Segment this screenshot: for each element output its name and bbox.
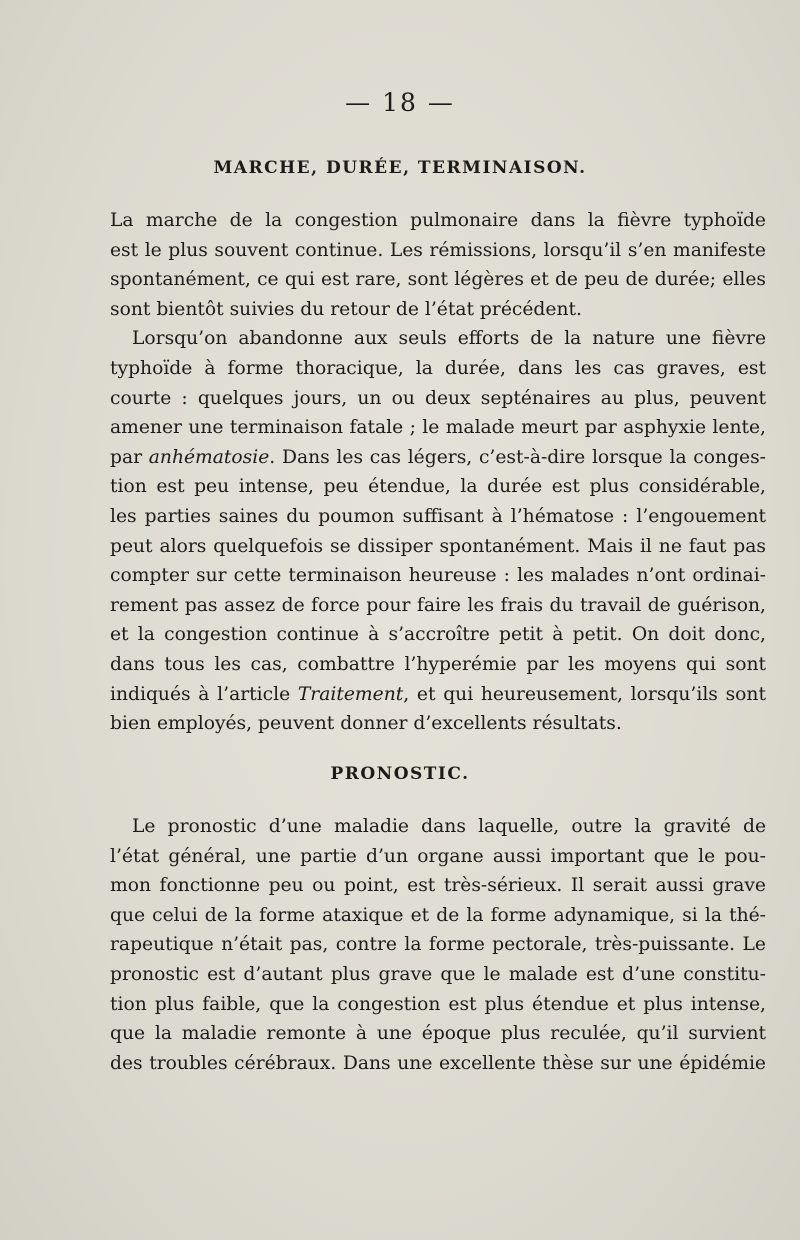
paragraph xyxy=(110,324,766,738)
paragraph xyxy=(110,206,766,324)
section-heading-pronostic: PRONOSTIC. xyxy=(330,764,470,784)
paragraph xyxy=(110,812,766,1078)
italic-term: anhématosie xyxy=(148,446,270,468)
text-line: Lorsqu’on abandonne aux seuls efforts de la nature une fièvre xyxy=(132,328,766,350)
text-run: indiqués à l’article xyxy=(110,683,298,705)
text-line: tion plus faible, que la congestion est plus étendue et plus intense, xyxy=(110,993,766,1015)
text-line: et la congestion continue à s’accroître petit à petit. On doit donc, xyxy=(110,624,766,646)
text-line: compter sur cette terminaison heureuse : les malades n’ont ordinai- xyxy=(110,565,766,587)
text-line: La marche de la congestion pulmonaire dans la fièvre typhoïde xyxy=(110,210,766,231)
text-line: spontanément, ce qui est rare, sont légères et de peu de durée; elles xyxy=(110,269,766,291)
page-number: — 18 — xyxy=(345,88,455,117)
text-line: que celui de la forme ataxique et de la forme adynamique, si la thé- xyxy=(110,904,766,926)
text-run: , et qui heureusement, lorsqu’ils sont xyxy=(403,683,766,705)
section-body-pronostic xyxy=(110,812,766,1078)
section-heading-marche: MARCHE, DURÉE, TERMINAISON. xyxy=(213,158,587,178)
text-line xyxy=(110,443,766,473)
text-line: rapeutique n’était pas, contre la forme pectorale, très-puissante. Le xyxy=(110,934,766,956)
text-line xyxy=(110,680,766,710)
text-line: que la maladie remonte à une époque plus reculée, qu’il survient xyxy=(110,1023,766,1045)
text-line: sont bientôt suivies du retour de l’état précédent. xyxy=(110,298,582,320)
text-line: amener une terminaison fatale ; le malade meurt par asphyxie lente, xyxy=(110,417,766,439)
text-line: bien employés, peuvent donner d’excellents résultats. xyxy=(110,713,622,735)
text-line: Le pronostic d’une maladie dans laquelle, outre la gravité de xyxy=(132,816,766,837)
text-line: courte : quelques jours, un ou deux septénaires au plus, peuvent xyxy=(110,387,766,409)
section-body-marche xyxy=(110,206,766,739)
text-line: peut alors quelquefois se dissiper spontanément. Mais il ne faut pas xyxy=(110,535,766,557)
text-line: les parties saines du poumon suffisant à l’hématose : l’engouement xyxy=(110,505,766,527)
text-line: pronostic est d’autant plus grave que le malade est d’une constitu- xyxy=(110,963,766,985)
text-line: typhoïde à forme thoracique, la durée, dans les cas graves, est xyxy=(110,357,766,379)
text-line: l’état général, une partie d’un organe aussi important que le pou- xyxy=(110,845,766,867)
italic-term: Traitement xyxy=(297,683,404,705)
text-run: par xyxy=(110,446,149,468)
text-line: dans tous les cas, combattre l’hyperémie par les moyens qui sont xyxy=(110,653,766,675)
text-line: tion est peu intense, peu étendue, la durée est plus considérable, xyxy=(110,476,766,498)
text-line: mon fonctionne peu ou point, est très-sérieux. Il serait aussi grave xyxy=(110,875,766,897)
text-line: est le plus souvent continue. Les rémissions, lorsqu’il s’en manifeste xyxy=(110,239,766,261)
text-line: rement pas assez de force pour faire les frais du travail de guérison, xyxy=(110,594,766,616)
text-run: . Dans les cas légers, c’est-à-dire lorsque la conges- xyxy=(269,446,766,468)
text-line: des troubles cérébraux. Dans une excellente thèse sur une épidémie xyxy=(110,1052,766,1074)
